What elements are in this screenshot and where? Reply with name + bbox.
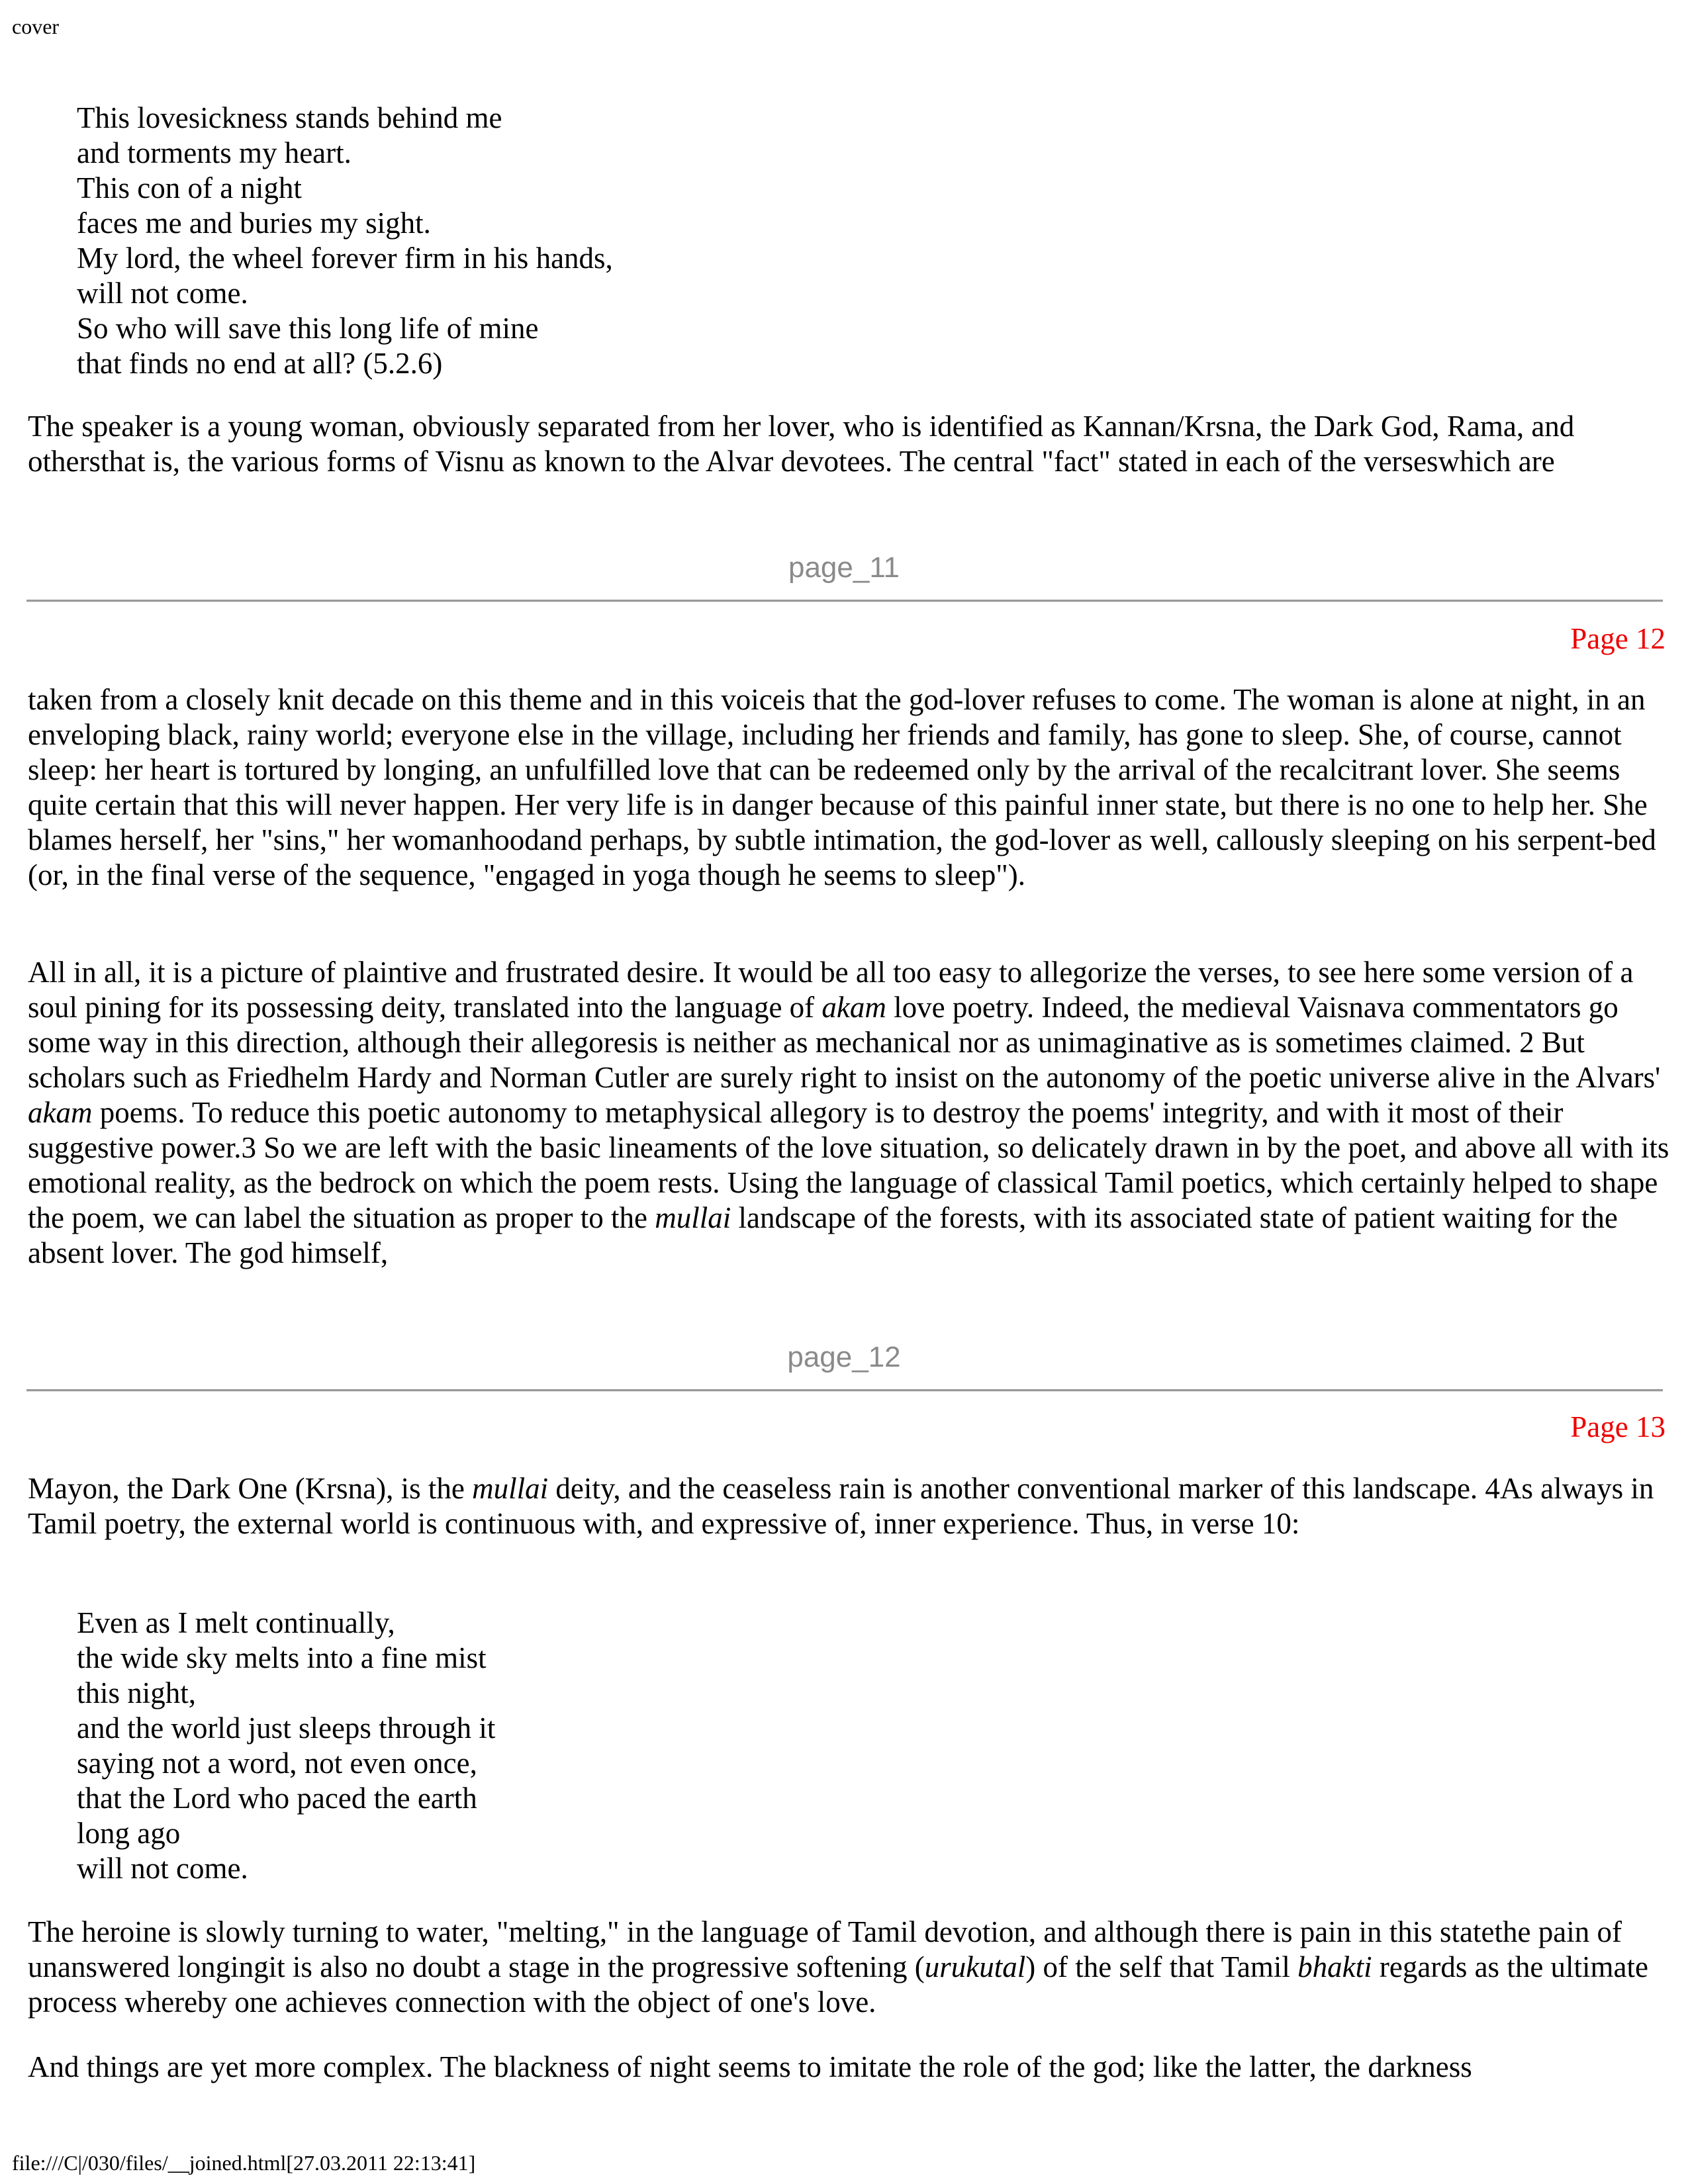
paragraph-3 <box>28 955 1676 1271</box>
verse-line: faces me and buries my sight. <box>77 206 431 240</box>
text-run: love poetry. Indeed, the medieval Vaisnava commentators go some way in this direction, although their allegoresis is neither as mechanical nor as unimaginative as is sometimes claimed. 2 But scholars such as Friedhelm Hardy and Norman Cutler are surely right to insist on the autonomy of the poetic universe alive in the Alvars' <box>28 991 1661 1094</box>
verse-line: This lovesickness stands behind me <box>77 101 502 134</box>
verse-block-1 <box>77 101 613 381</box>
paragraph-text <box>28 1915 1676 2020</box>
page-marker-12: page_12 <box>787 1341 901 1373</box>
italic-term: akam <box>28 1096 93 1129</box>
verse-line: that the Lord who paced the earth <box>77 1782 477 1815</box>
paragraph-4 <box>28 1471 1676 1541</box>
italic-term: mullai <box>472 1472 549 1505</box>
document-header: cover <box>12 15 60 38</box>
page-divider <box>26 1389 1663 1392</box>
paragraph-text <box>28 1471 1676 1541</box>
verse-line: saying not a word, not even once, <box>77 1747 477 1780</box>
text-run: All in all, it is a picture of plaintive and frustrated desire. It would be all too easy to allegorize the verses, to see here some version of a soul pining for its possessing deity, translated into the language of <box>28 956 1634 1024</box>
page-label-13: Page 13 <box>1570 1410 1665 1443</box>
italic-term: urukutal <box>924 1950 1026 1983</box>
page-marker-11: page_11 <box>788 551 900 584</box>
italic-term: bhakti <box>1297 1950 1372 1983</box>
italic-term: mullai <box>655 1201 731 1234</box>
paragraph-1 <box>28 409 1676 479</box>
italic-term: akam <box>821 991 886 1024</box>
page-divider <box>26 600 1663 602</box>
verse-line: and torments my heart. <box>77 136 352 169</box>
verse-block-2 <box>77 1606 495 1886</box>
text-run: regards as the ultimate process whereby one achieves connection with the object of one's love. <box>28 1950 1649 2019</box>
paragraph-2 <box>28 682 1676 893</box>
verse-line: So who will save this long life of mine <box>77 312 539 345</box>
text-run: poems. To reduce this poetic autonomy to metaphysical allegory is to destroy the poems' integrity, and with it most of their suggestive power.3 So we are left with the basic lineaments of the love situation, so delicately drawn in by the poet, and above all with its emotional reality, as the bedrock on which the poem rests. Using the language of classical Tamil poetics, which certainly helped to shape the poem, we can label the situation as proper to the <box>28 1096 1669 1234</box>
paragraph-text: And things are yet more complex. The blackness of night seems to imitate the role of the god; like the latter, the darkness <box>28 2050 1472 2083</box>
verse-line: will not come. <box>77 1852 248 1885</box>
verse-line: Even as I melt continually, <box>77 1606 395 1639</box>
verse-line: and the world just sleeps through it <box>77 1711 496 1745</box>
verse-line: will not come. <box>77 277 248 310</box>
verse-line: This con of a night <box>77 171 302 205</box>
file-path-footer: file:///C|/030/files/__joined.html[27.03.2011 22:13:41] <box>12 2151 476 2175</box>
text-run: landscape of the forests, with its associated state of patient waiting for the absent lover. The god himself, <box>28 1201 1618 1269</box>
page-label-12: Page 12 <box>1570 622 1665 655</box>
text-run: The heroine is slowly turning to water, "melting," in the language of Tamil devotion, and although there is pain in this statethe pain of unanswered longingit is also no doubt a stage in the progressive softening ( <box>28 1915 1622 1983</box>
paragraph-text: The speaker is a young woman, obviously separated from her lover, who is identified as Kannan/Krsna, the Dark God, Rama, and othersthat is, the various forms of Visnu as known to the Alvar devotees. The central "fact" stated in each of the verseswhich are <box>28 410 1575 478</box>
text-run: Mayon, the Dark One (Krsna), is the <box>28 1472 473 1505</box>
verse-line: that finds no end at all? (5.2.6) <box>77 347 443 380</box>
text-run: ) of the self that Tamil <box>1025 1950 1298 1983</box>
verse-line: the wide sky melts into a fine mist <box>77 1641 487 1674</box>
verse-line: long ago <box>77 1817 181 1850</box>
paragraph-5 <box>28 1915 1676 2020</box>
verse-line: this night, <box>77 1676 197 1709</box>
text-run: deity, and the ceaseless rain is another conventional marker of this landscape. 4As always in Tamil poetry, the external world is continuous with, and expressive of, inner experience. Thus, in verse 10: <box>28 1472 1654 1540</box>
paragraph-text <box>28 955 1676 1271</box>
paragraph-text: taken from a closely knit decade on this theme and in this voiceis that the god-lover refuses to come. The woman is alone at night, in an enveloping black, rainy world; everyone else in the village, including her friends and family, has gone to sleep. She, of course, cannot sleep: her heart is tortured by longing, an unfulfilled love that can be redeemed only by the arrival of the recalcitrant lover. She seems quite certain that this will never happen. Her very life is in danger because of this painful inner state, but there is no one to help her. She blames herself, her "sins," her womanhoodand perhaps, by subtle intimation, the god-lover as well, callously sleeping on his serpent-bed (or, in the final verse of the sequence, "engaged in yoga though he seems to sleep"). <box>28 683 1656 891</box>
verse-line: My lord, the wheel forever firm in his hands, <box>77 242 613 275</box>
paragraph-6 <box>28 2050 1676 2085</box>
